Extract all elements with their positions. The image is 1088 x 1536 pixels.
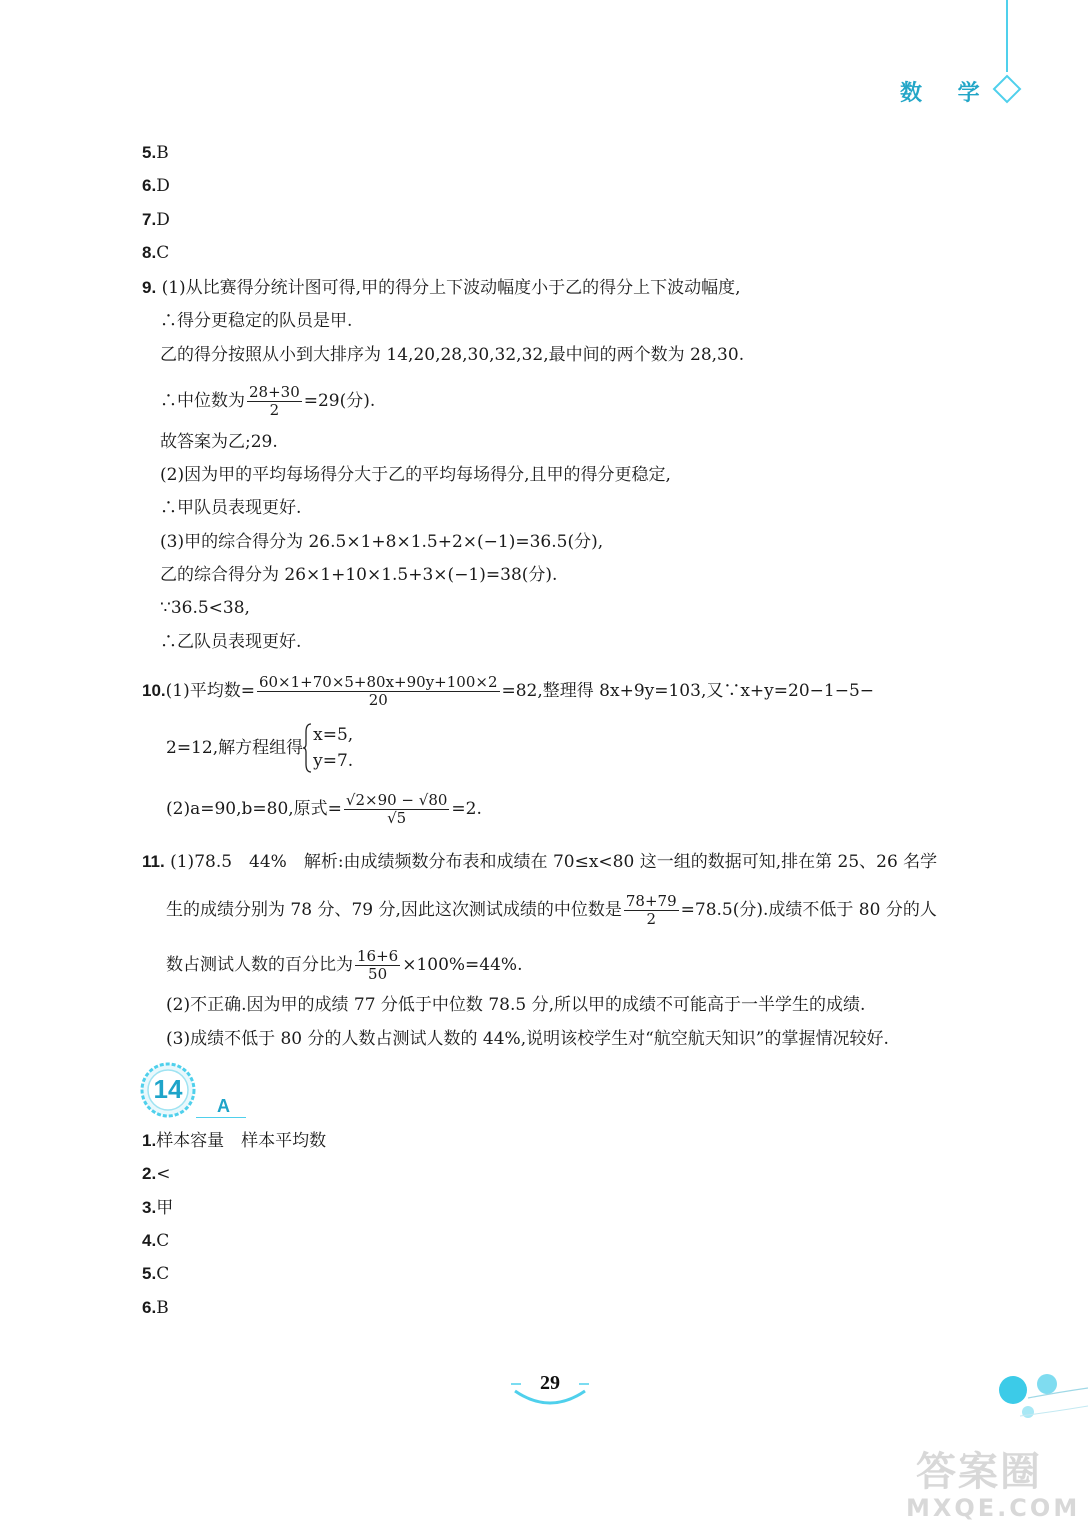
answer-item: 6.B	[142, 1298, 169, 1318]
q10-radical-line: (2)a=90,b=80,原式= $\frac{√2\times 90 - √80}{√5}$ =2.	[166, 791, 482, 827]
subject-title: 数 学	[900, 81, 994, 106]
q11-percent-line: 数占测试人数的百分比为 $\frac{16+6}{50}$ ×100%=44%.	[166, 947, 523, 983]
q11-median-line: 生的成绩分别为 78 分、79 分,因此这次测试成绩的中位数是 $\frac{78+79}{2}$ =78.5(分).成绩不低于 80 分的人	[166, 892, 937, 928]
q9-line: 9. (1)从比赛得分统计图可得,甲的得分上下波动幅度小于乙的得分上下波动幅度,	[142, 278, 741, 298]
q9-line: ∵36.5<38,	[160, 598, 250, 618]
q9-median-line: ∴中位数为 $\frac{28+30}{2}$ =29(分).	[160, 383, 376, 419]
brace-icon	[303, 722, 313, 774]
answer-item: 4.C	[142, 1231, 170, 1251]
q9-line: 乙的综合得分为 26×1+10×1.5+3×(−1)=38(分).	[160, 565, 558, 585]
fraction: $\frac{√2\times 90 - √80}{√5}$	[345, 791, 448, 827]
answer-item: 6.D	[142, 176, 170, 196]
watermark-logo: 答案圈	[916, 1449, 1042, 1495]
answer-item: 5.C	[142, 1264, 170, 1284]
answer-item: 5.B	[142, 143, 169, 163]
q11-line: (2)不正确.因为甲的成绩 77 分低于中位数 78.5 分,所以甲的成绩不可能高于一半学生的成绩.	[166, 995, 866, 1015]
q10-system-line: 2=12,解方程组得 x=5, y=7.	[166, 722, 353, 774]
q9-line: ∴得分更稳定的队员是甲.	[160, 311, 353, 331]
q11-line: 11. (1)78.5 44% 解析:由成绩频数分布表和成绩在 70≤x<80 这一组的数据可知,排在第 25、26 名学	[142, 852, 938, 872]
fraction: $\frac{16+6}{50}$	[357, 947, 399, 983]
page-number: 29	[540, 1372, 560, 1394]
fraction: $\frac{28+30}{2}$	[249, 383, 300, 419]
q9-line: ∴甲队员表现更好.	[160, 498, 302, 518]
q9-line: (3)甲的综合得分为 26.5×1+8×1.5+2×(−1)=36.5(分),	[160, 532, 604, 552]
q9-line: 乙的得分按照从小到大排序为 14,20,28,30,32,32,最中间的两个数为 28,30.	[160, 345, 745, 365]
q11-line: (3)成绩不低于 80 分的人数占测试人数的 44%,说明该校学生对“航空航天知识”的掌握情况较好.	[166, 1029, 889, 1049]
dots-decoration	[990, 1368, 1088, 1432]
answer-item: 8.C	[142, 243, 170, 263]
section-number: 14	[153, 1074, 183, 1104]
header-line-decoration	[990, 0, 1030, 110]
answer-item: 7.D	[142, 210, 170, 230]
q9-line: (2)因为甲的平均每场得分大于乙的平均每场得分,且甲的得分更稳定,	[160, 465, 671, 485]
section-underline	[196, 1117, 246, 1118]
q10-average-line: 10.(1)平均数= $\frac{60\times 1+70\times 5+80x+90y+100\times 2}{20}$ =82,整理得 8x+9y=103,又∵x+y=20−1−5−	[142, 673, 875, 709]
answer-item: 2.<	[142, 1164, 171, 1184]
section-letter: A	[217, 1096, 230, 1116]
answer-item: 3.甲	[142, 1198, 174, 1218]
fraction: $\frac{60\times 1+70\times 5+80x+90y+100\times 2}{20}$	[258, 673, 498, 709]
watermark-text: MXQE.COM	[906, 1494, 1081, 1522]
equation-system: x=5, y=7.	[313, 725, 354, 771]
q9-line: 故答案为乙;29.	[160, 432, 278, 452]
fraction: $\frac{78+79}{2}$	[625, 892, 677, 928]
diamond-icon	[994, 76, 1020, 102]
q9-line: ∴乙队员表现更好.	[160, 632, 302, 652]
answer-item: 1.样本容量 样本平均数	[142, 1131, 327, 1151]
